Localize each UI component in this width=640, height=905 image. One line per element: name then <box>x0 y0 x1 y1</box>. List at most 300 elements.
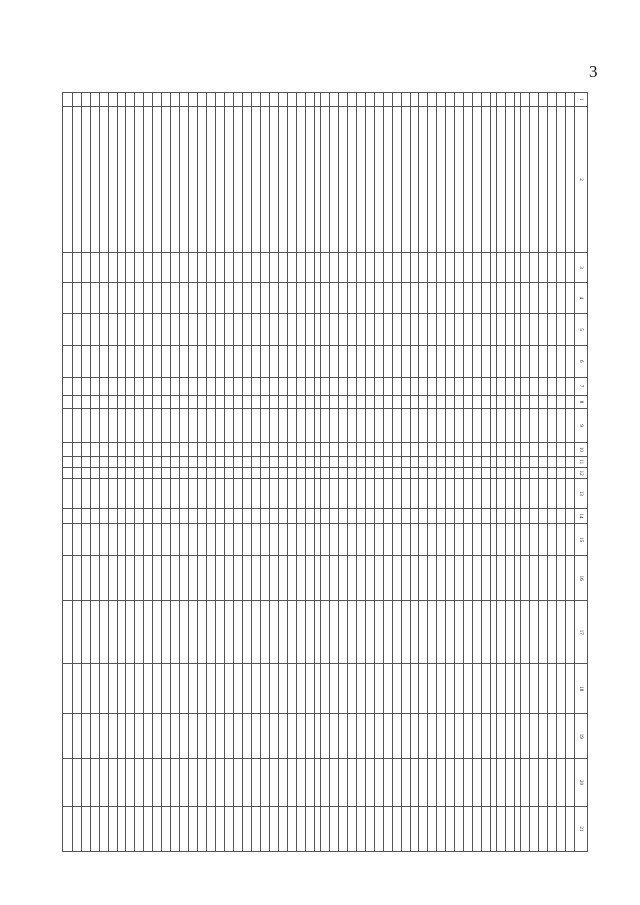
table-cell <box>515 806 521 851</box>
table-cell <box>261 93 270 107</box>
table-cell <box>473 282 482 314</box>
table-cell <box>539 377 548 395</box>
table-cell <box>135 106 144 253</box>
table-cell <box>410 253 419 282</box>
table-cell <box>81 282 90 314</box>
table-cell <box>144 443 153 457</box>
table-cell <box>278 253 287 282</box>
table-cell <box>515 253 521 282</box>
table-cell <box>329 443 338 457</box>
table-cell <box>356 106 365 253</box>
table-cell <box>180 601 189 664</box>
table-cell <box>338 253 347 282</box>
table-cell <box>401 253 410 282</box>
table-cell <box>153 253 162 282</box>
table-cell <box>252 409 261 443</box>
table-row <box>99 93 108 852</box>
table-cell <box>338 409 347 443</box>
table-cell <box>314 714 320 759</box>
table-cell <box>497 345 506 377</box>
table-cell <box>99 759 108 806</box>
table-cell <box>198 524 207 556</box>
table-cell <box>216 314 225 346</box>
table-cell <box>506 714 515 759</box>
table-cell <box>189 714 198 759</box>
table-cell <box>410 377 419 395</box>
table-cell <box>99 443 108 457</box>
table-cell <box>216 456 225 467</box>
table-cell <box>180 456 189 467</box>
table-cell <box>63 759 73 806</box>
table-cell <box>446 714 455 759</box>
table-cell <box>99 106 108 253</box>
table-cell <box>198 377 207 395</box>
table-cell <box>207 93 216 107</box>
table-cell <box>497 314 506 346</box>
table-cell <box>117 106 126 253</box>
table-cell <box>278 556 287 601</box>
table-cell <box>189 443 198 457</box>
table-cell <box>207 345 216 377</box>
table-cell <box>497 508 506 524</box>
table-cell <box>365 664 374 714</box>
table-cell <box>521 345 530 377</box>
table-cell <box>566 524 575 556</box>
table-cell <box>374 345 383 377</box>
table-cell <box>446 93 455 107</box>
table-cell <box>287 467 296 478</box>
table-cell <box>153 456 162 467</box>
table-cell <box>314 556 320 601</box>
table-cell <box>428 409 437 443</box>
table-cell <box>497 106 506 253</box>
table-cell <box>144 282 153 314</box>
table-cell <box>338 714 347 759</box>
table-cell <box>314 806 320 851</box>
table-cell <box>243 106 252 253</box>
table-cell <box>557 253 566 282</box>
table-cell <box>338 106 347 253</box>
table-cell <box>374 759 383 806</box>
table-cell <box>63 409 73 443</box>
column-number: 18 <box>575 664 588 714</box>
table-cell <box>162 314 171 346</box>
table-cell <box>497 253 506 282</box>
table-cell <box>225 409 234 443</box>
table-cell <box>401 524 410 556</box>
table-cell <box>455 443 464 457</box>
column-number: 17 <box>575 601 588 664</box>
table-cell <box>374 556 383 601</box>
table-cell <box>81 556 90 601</box>
table-cell <box>557 714 566 759</box>
table-cell <box>270 106 279 253</box>
table-cell <box>198 395 207 409</box>
table-row <box>207 93 216 852</box>
table-cell <box>410 601 419 664</box>
table-cell <box>189 377 198 395</box>
table-cell <box>482 759 491 806</box>
table-cell <box>515 508 521 524</box>
table-row <box>126 93 135 852</box>
table-cell <box>81 93 90 107</box>
table-cell <box>72 93 81 107</box>
table-cell <box>347 314 356 346</box>
table-cell <box>314 601 320 664</box>
table-cell <box>305 345 314 377</box>
table-cell <box>72 282 81 314</box>
table-cell <box>365 556 374 601</box>
table-cell <box>548 508 557 524</box>
table-cell <box>365 714 374 759</box>
table-cell <box>521 409 530 443</box>
table-cell <box>270 443 279 457</box>
table-cell <box>314 443 320 457</box>
table-cell <box>234 93 243 107</box>
table-cell <box>530 93 539 107</box>
table-cell <box>548 601 557 664</box>
table-cell <box>63 345 73 377</box>
table-cell <box>473 314 482 346</box>
table-cell <box>497 443 506 457</box>
table-cell <box>329 106 338 253</box>
table-cell <box>446 664 455 714</box>
table-cell <box>356 806 365 851</box>
table-cell <box>446 409 455 443</box>
table-cell <box>207 664 216 714</box>
table-cell <box>497 282 506 314</box>
table-cell <box>117 409 126 443</box>
table-cell <box>329 556 338 601</box>
table-cell <box>356 508 365 524</box>
page-number: 3 <box>589 62 598 81</box>
table-row <box>410 93 419 852</box>
table-cell <box>530 664 539 714</box>
table-row <box>144 93 153 852</box>
table-cell <box>117 467 126 478</box>
table-cell <box>261 524 270 556</box>
table-cell <box>557 93 566 107</box>
table-cell <box>515 395 521 409</box>
table-row <box>539 93 548 852</box>
table-cell <box>437 556 446 601</box>
table-cell <box>305 253 314 282</box>
table-cell <box>305 806 314 851</box>
table-cell <box>278 345 287 377</box>
table-cell <box>464 664 473 714</box>
table-cell <box>81 601 90 664</box>
table-cell <box>225 456 234 467</box>
table-row <box>338 93 347 852</box>
table-cell <box>347 282 356 314</box>
table-cell <box>225 253 234 282</box>
table-cell <box>482 253 491 282</box>
table-cell <box>455 345 464 377</box>
table-cell <box>162 806 171 851</box>
table-cell <box>108 93 117 107</box>
table-cell <box>491 508 497 524</box>
table-cell <box>356 395 365 409</box>
table-cell <box>126 601 135 664</box>
table-cell <box>329 253 338 282</box>
table-cell <box>530 524 539 556</box>
table-cell <box>135 314 144 346</box>
table-cell <box>482 106 491 253</box>
table-cell <box>566 409 575 443</box>
table-row <box>234 93 243 852</box>
table-cell <box>392 395 401 409</box>
table-cell <box>207 524 216 556</box>
table-cell <box>216 93 225 107</box>
table-cell <box>320 409 329 443</box>
table-cell <box>401 508 410 524</box>
table-cell <box>296 106 305 253</box>
table-cell <box>530 479 539 508</box>
table-cell <box>482 456 491 467</box>
table-cell <box>287 664 296 714</box>
table-cell <box>162 282 171 314</box>
table-row <box>446 93 455 852</box>
table-cell <box>557 106 566 253</box>
table-cell <box>153 601 162 664</box>
table-cell <box>338 806 347 851</box>
table-cell <box>216 377 225 395</box>
table-cell <box>189 806 198 851</box>
table-cell <box>126 806 135 851</box>
table-cell <box>314 664 320 714</box>
table-cell <box>491 93 497 107</box>
table-cell <box>482 508 491 524</box>
table-cell <box>225 556 234 601</box>
table-cell <box>171 524 180 556</box>
table-cell <box>314 377 320 395</box>
table-cell <box>428 508 437 524</box>
table-cell <box>401 93 410 107</box>
table-cell <box>189 456 198 467</box>
table-cell <box>410 479 419 508</box>
table-cell <box>261 759 270 806</box>
table-cell <box>216 806 225 851</box>
table-cell <box>278 443 287 457</box>
table-cell <box>419 377 428 395</box>
table-cell <box>557 759 566 806</box>
table-cell <box>234 714 243 759</box>
table-row <box>401 93 410 852</box>
table-cell <box>126 443 135 457</box>
table-cell <box>225 395 234 409</box>
table-cell <box>225 93 234 107</box>
table-cell <box>482 395 491 409</box>
table-cell <box>428 556 437 601</box>
table-cell <box>126 714 135 759</box>
table-row <box>521 93 530 852</box>
table-cell <box>365 456 374 467</box>
table-cell <box>557 345 566 377</box>
table-cell <box>153 106 162 253</box>
table-cell <box>374 253 383 282</box>
table-cell <box>383 377 392 395</box>
table-cell <box>347 479 356 508</box>
table-cell <box>287 314 296 346</box>
table-cell <box>515 106 521 253</box>
table-cell <box>126 467 135 478</box>
table-cell <box>419 479 428 508</box>
table-cell <box>356 601 365 664</box>
table-cell <box>135 714 144 759</box>
table-cell <box>473 409 482 443</box>
table-cell <box>117 479 126 508</box>
table-cell <box>162 377 171 395</box>
table-cell <box>63 664 73 714</box>
table-cell <box>383 556 392 601</box>
table-cell <box>383 524 392 556</box>
table-cell <box>446 508 455 524</box>
table-cell <box>365 377 374 395</box>
table-cell <box>314 314 320 346</box>
table-cell <box>410 93 419 107</box>
table-cell <box>117 314 126 346</box>
table-cell <box>234 806 243 851</box>
table-cell <box>252 556 261 601</box>
table-cell <box>243 714 252 759</box>
table-cell <box>437 409 446 443</box>
column-number: 10 <box>575 443 588 457</box>
table-cell <box>90 759 99 806</box>
table-cell <box>252 345 261 377</box>
table-row <box>455 93 464 852</box>
table-cell <box>437 601 446 664</box>
table-cell <box>401 556 410 601</box>
table-cell <box>482 524 491 556</box>
table-cell <box>338 377 347 395</box>
table-cell <box>305 106 314 253</box>
table-cell <box>63 282 73 314</box>
table-cell <box>287 443 296 457</box>
table-cell <box>464 106 473 253</box>
table-cell <box>270 508 279 524</box>
table-cell <box>287 556 296 601</box>
table-cell <box>515 93 521 107</box>
table-cell <box>243 467 252 478</box>
table-cell <box>455 253 464 282</box>
table-cell <box>506 253 515 282</box>
table-cell <box>108 479 117 508</box>
table-cell <box>410 345 419 377</box>
table-cell <box>305 508 314 524</box>
table-cell <box>365 409 374 443</box>
table-cell <box>473 93 482 107</box>
table-cell <box>189 93 198 107</box>
table-cell <box>180 806 189 851</box>
table-cell <box>446 601 455 664</box>
table-cell <box>252 253 261 282</box>
table-cell <box>497 759 506 806</box>
table-cell <box>90 508 99 524</box>
table-cell <box>198 601 207 664</box>
table-cell <box>108 253 117 282</box>
table-cell <box>296 556 305 601</box>
table-cell <box>126 314 135 346</box>
table-cell <box>515 759 521 806</box>
table-cell <box>473 106 482 253</box>
table-cell <box>437 456 446 467</box>
table-cell <box>530 253 539 282</box>
table-cell <box>243 282 252 314</box>
table-cell <box>216 508 225 524</box>
table-cell <box>314 282 320 314</box>
table-cell <box>419 556 428 601</box>
table-cell <box>566 467 575 478</box>
table-row <box>491 93 497 852</box>
table-cell <box>392 806 401 851</box>
table-cell <box>234 314 243 346</box>
table-cell <box>216 479 225 508</box>
table-cell <box>428 395 437 409</box>
table-cell <box>464 314 473 346</box>
table-cell <box>401 314 410 346</box>
table-cell <box>437 443 446 457</box>
table-cell <box>383 345 392 377</box>
table-cell <box>108 806 117 851</box>
table-cell <box>392 253 401 282</box>
table-cell <box>428 106 437 253</box>
table-cell <box>383 759 392 806</box>
table-row <box>419 93 428 852</box>
table-cell <box>557 508 566 524</box>
table-cell <box>216 395 225 409</box>
table-cell <box>171 395 180 409</box>
table-cell <box>392 409 401 443</box>
table-cell <box>63 556 73 601</box>
table-cell <box>144 556 153 601</box>
table-cell <box>189 664 198 714</box>
table-row <box>162 93 171 852</box>
table-cell <box>428 524 437 556</box>
table-cell <box>287 409 296 443</box>
table-cell <box>261 508 270 524</box>
table-cell <box>126 508 135 524</box>
table-cell <box>365 93 374 107</box>
table-cell <box>305 443 314 457</box>
table-cell <box>401 601 410 664</box>
table-cell <box>428 664 437 714</box>
table-cell <box>261 395 270 409</box>
table-cell <box>189 106 198 253</box>
table-cell <box>81 377 90 395</box>
table-cell <box>320 467 329 478</box>
table-cell <box>171 479 180 508</box>
table-cell <box>329 456 338 467</box>
table-cell <box>410 524 419 556</box>
table-cell <box>482 377 491 395</box>
table-row <box>365 93 374 852</box>
table-cell <box>482 556 491 601</box>
table-cell <box>347 93 356 107</box>
table-cell <box>225 714 234 759</box>
table-cell <box>557 806 566 851</box>
table-cell <box>216 524 225 556</box>
table-cell <box>365 508 374 524</box>
table-cell <box>491 377 497 395</box>
table-cell <box>521 479 530 508</box>
table-cell <box>401 759 410 806</box>
table-cell <box>305 664 314 714</box>
table-cell <box>566 664 575 714</box>
table-cell <box>506 93 515 107</box>
table-cell <box>99 479 108 508</box>
table-cell <box>419 759 428 806</box>
table-cell <box>305 282 314 314</box>
